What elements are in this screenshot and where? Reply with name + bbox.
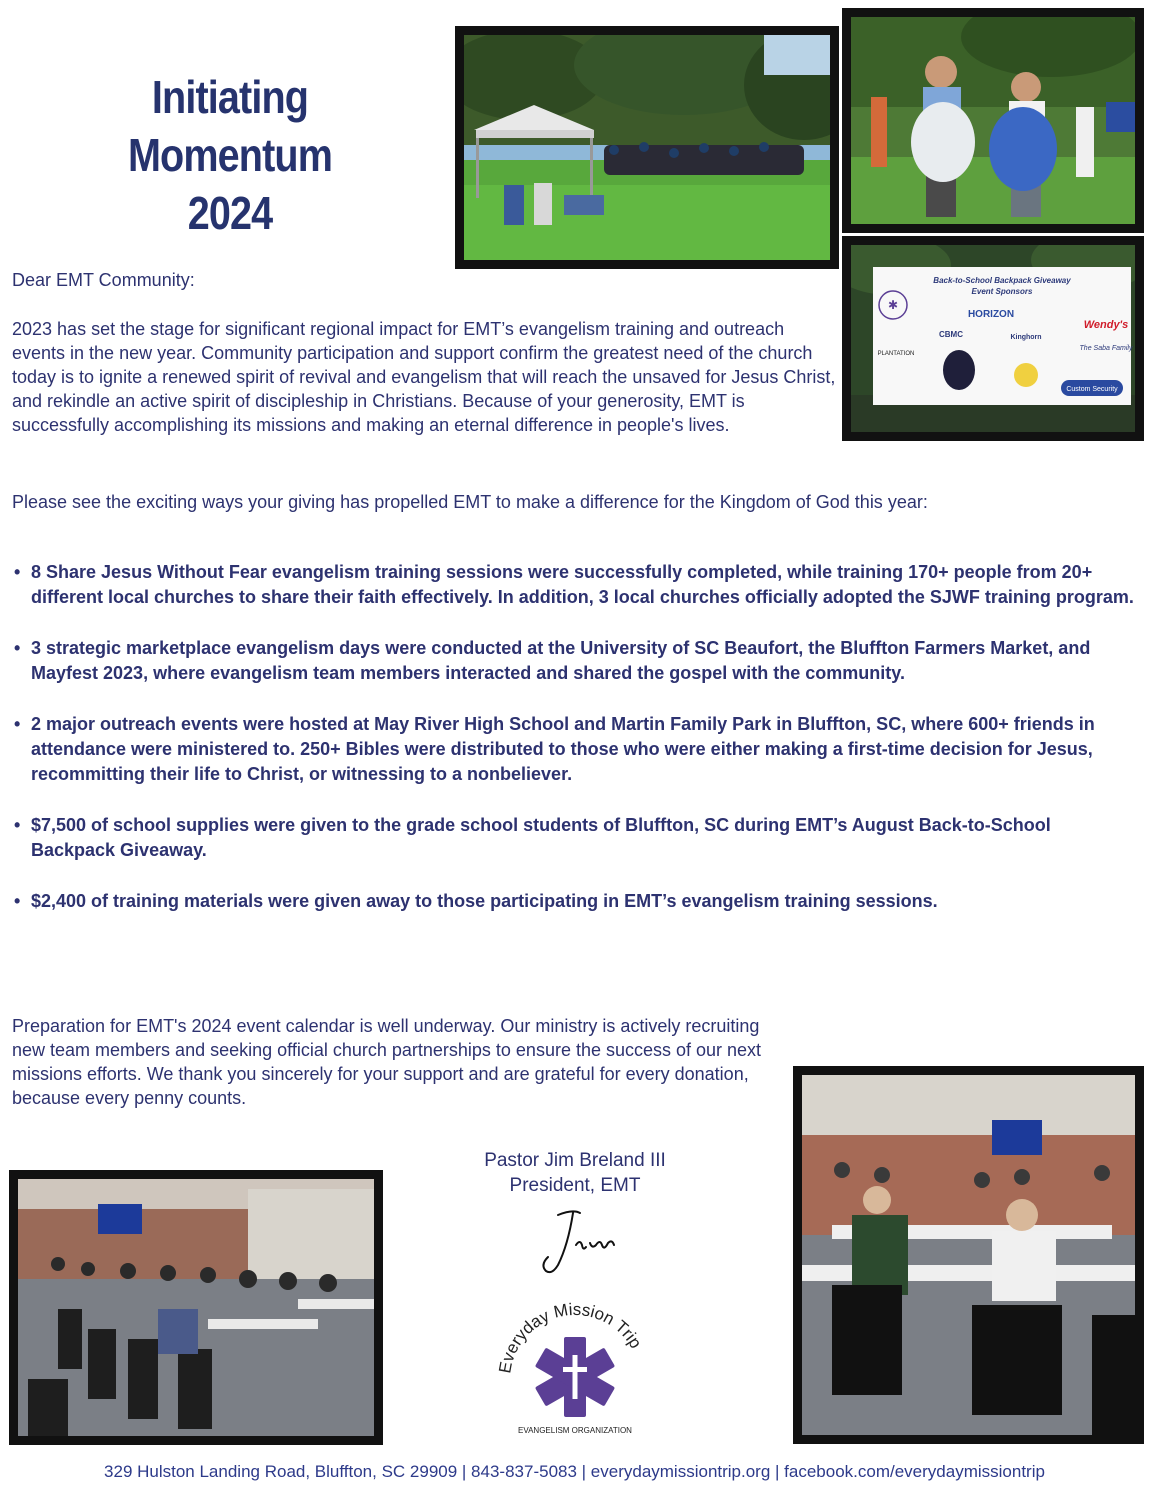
sponsor-wendys: Wendy's (1083, 319, 1129, 331)
page-title (49, 68, 410, 242)
banner-subtitle: Event Sponsors (971, 287, 1033, 296)
sponsor-cbmc: CBMC (939, 330, 963, 339)
sponsor-saba: The Saba Family (1079, 345, 1133, 352)
sponsor-banner-photo (842, 236, 1144, 441)
training-session-photo-right (793, 1066, 1144, 1444)
lead-in-paragraph: Please see the exciting ways your giving has propelled EMT to make a difference for the Kingdom of God this year: (12, 492, 928, 512)
logo-arc-text: Everyday Mission Trip (495, 1299, 646, 1375)
sponsor-custom-security: Custom Security (1066, 386, 1118, 393)
backpack-kids-photo (842, 8, 1144, 233)
banner-title: Back-to-School Backpack Giveaway (933, 276, 1071, 285)
sponsor-horizon: HORIZON (967, 309, 1015, 320)
signature-block (440, 1148, 710, 1198)
accomplishment-item: • $2,400 of training materials were given away to those participating in EMT’s evangelism training sessions. (14, 889, 1139, 914)
accomplishment-item: • 8 Share Jesus Without Fear evangelism training sessions were successfully completed, while training 170+ people from 20+ different local churches to share their faith effectively. In addition, 3 local churches officially adopted the SJWF training program. (14, 560, 1139, 610)
accomplishment-item: • 3 strategic marketplace evangelism days were conducted at the University of SC Beaufort, the Bluffton Farmers Market, and Mayfest 2023, where evangelism team members interacted and shared the gospel with the community. (14, 636, 1139, 686)
sponsor-kinghorn: Kinghorn (1010, 334, 1042, 341)
accomplishment-item: • $7,500 of school supplies were given to the grade school students of Bluffton, SC during EMT’s August Back-to-School Backpack Giveaway. (14, 813, 1139, 863)
accomplishments-list (14, 560, 1139, 940)
title-line-2: 2024 (187, 187, 273, 239)
footer-contact: 329 Hulston Landing Road, Bluffton, SC 29909 | 843-837-5083 | everydaymissiontrip.org | facebook.com/everydaymissiontrip (104, 1462, 1045, 1481)
svg-text:✱: ✱ (887, 298, 899, 312)
training-session-photo-left (9, 1170, 383, 1445)
closing-paragraph: Preparation for EMT's 2024 event calendar is well underway. Our ministry is actively recruiting new team members and seeking official church partnerships to ensure the success of our next missions efforts. We thank you sincerely for your support and are grateful for every donation, because every penny counts. (12, 1016, 762, 1108)
title-line-1: Initiating Momentum (127, 71, 333, 181)
signer-role: President, EMT (509, 1175, 641, 1196)
salutation: Dear EMT Community: (12, 270, 195, 290)
sponsor-plantation: PLANTATION (877, 351, 915, 357)
signer-name: Pastor Jim Breland III (484, 1150, 666, 1171)
intro-paragraph: 2023 has set the stage for significant regional impact for EMT’s evangelism training and outreach events in the new year. Community participation and support confirm the greatest need of the church today is to ignite a renewed spirit of revival and evangelism that will reach the unsaved for Jesus Christ, and rekindle an active spirit of discipleship in Christians. Because of your generosity, EMT is successfully accomplishing its missions and making an eternal difference in people's lives. (12, 319, 836, 435)
logo-subtitle: EVANGELISM ORGANIZATION (518, 1426, 632, 1435)
emt-logo (490, 1290, 660, 1440)
handwritten-signature (528, 1205, 628, 1285)
park-event-photo (455, 26, 839, 269)
accomplishment-item: • 2 major outreach events were hosted at May River High School and Martin Family Park in Bluffton, SC, where 600+ friends in attendance were ministered to. 250+ Bibles were distributed to those who were either making a first-time decision for Jesus, recommitting their life to Christ, or witnessing to a nonbeliever. (14, 712, 1139, 787)
